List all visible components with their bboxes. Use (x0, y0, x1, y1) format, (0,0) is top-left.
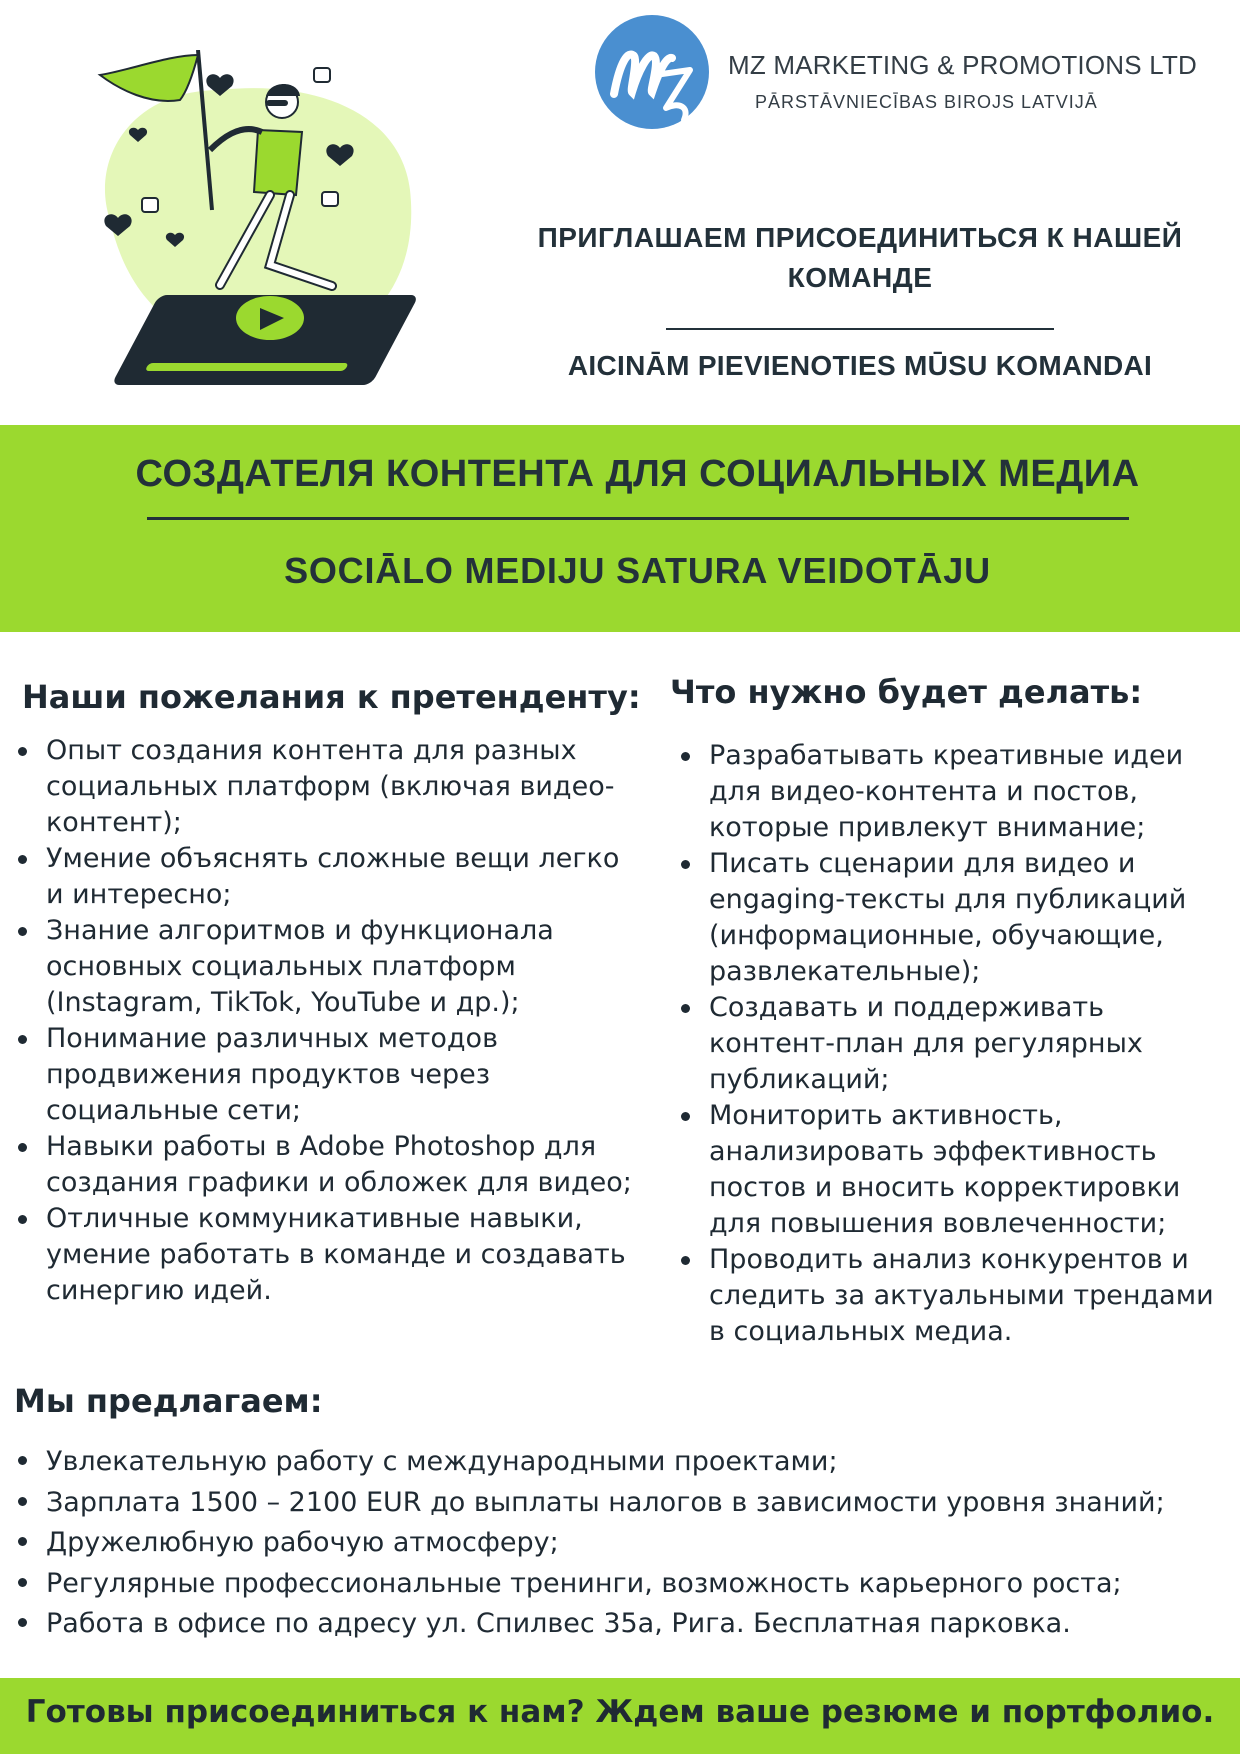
list-item: Регулярные профессиональные тренинги, возможность карьерного роста; (46, 1564, 1236, 1605)
list-item: Дружелюбную рабочую атмосферу; (46, 1523, 1236, 1564)
position-banner (0, 425, 1240, 632)
position-title-lv: SOCIĀLO MEDIJU SATURA VEIDOTĀJU (284, 550, 991, 591)
list-item: Навыки работы в Adobe Photoshop для создания графики и обложек для видео; (46, 1129, 636, 1201)
list-item: Увлекательную работу с международными проектами; (46, 1442, 1236, 1483)
requirements-title: Наши пожелания к претенденту: (22, 678, 641, 716)
tasks-list (709, 738, 1229, 1350)
tasks-title: Что нужно будет делать: (670, 673, 1143, 711)
list-item: Умение объяснять сложные вещи легко и интересно; (46, 841, 636, 913)
list-item: Знание алгоритмов и функционала основных социальных платформ (Instagram, TikTok, YouTube и др.); (46, 913, 636, 1021)
list-item: Создавать и поддерживать контент-план для регулярных публикаций; (709, 990, 1229, 1098)
offer-title: Мы предлагаем: (14, 1382, 323, 1420)
invite-block (510, 218, 1210, 382)
person-with-flag-illustration-icon (70, 50, 470, 400)
position-title-ru: СОЗДАТЕЛЯ КОНТЕНТА ДЛЯ СОЦИАЛЬНЫХ МЕДИА (135, 453, 1140, 495)
invite-heading-ru: ПРИГЛАШАЕМ ПРИСОЕДИНИТЬСЯ К НАШЕЙ КОМАНДЕ (537, 222, 1183, 293)
divider (147, 517, 1129, 520)
company-subtitle: PĀRSTĀVNIECĪBAS BIROJS LATVIJĀ (755, 92, 1098, 112)
mz-logo-icon (592, 12, 712, 132)
list-item: Мониторить активность, анализировать эффективность постов и вносить корректировки для повышения вовлеченности; (709, 1098, 1229, 1242)
list-item: Понимание различных методов продвижения продуктов через социальные сети; (46, 1021, 636, 1129)
list-item: Зарплата 1500 – 2100 EUR до выплаты налогов в зависимости уровня знаний; (46, 1483, 1236, 1524)
company-name: MZ MARKETING & PROMOTIONS LTD (728, 50, 1198, 80)
requirements-list (46, 733, 636, 1309)
divider (666, 328, 1054, 330)
footer-banner (0, 1678, 1240, 1754)
list-item: Проводить анализ конкурентов и следить за актуальными трендами в социальных медиа. (709, 1242, 1229, 1350)
list-item: Работа в офисе по адресу ул. Спилвес 35а, Рига. Бесплатная парковка. (46, 1604, 1236, 1645)
list-item: Отличные коммуникативные навыки, умение работать в команде и создавать синергию идей. (46, 1201, 636, 1309)
list-item: Опыт создания контента для разных социальных платформ (включая видео-контент); (46, 733, 636, 841)
list-item: Писать сценарии для видео и engaging-тексты для публикаций (информационные, обучающие, развлекательные); (709, 846, 1229, 990)
call-to-action: Готовы присоединиться к нам? Ждем ваше резюме и портфолио. (25, 1694, 1215, 1730)
offer-list (46, 1442, 1236, 1645)
header (0, 0, 1240, 425)
invite-heading-lv: AICINĀM PIEVIENOTIES MŪSU KOMANDAI (567, 350, 1153, 381)
list-item: Разрабатывать креативные идеи для видео-контента и постов, которые привлекут внимание; (709, 738, 1229, 846)
